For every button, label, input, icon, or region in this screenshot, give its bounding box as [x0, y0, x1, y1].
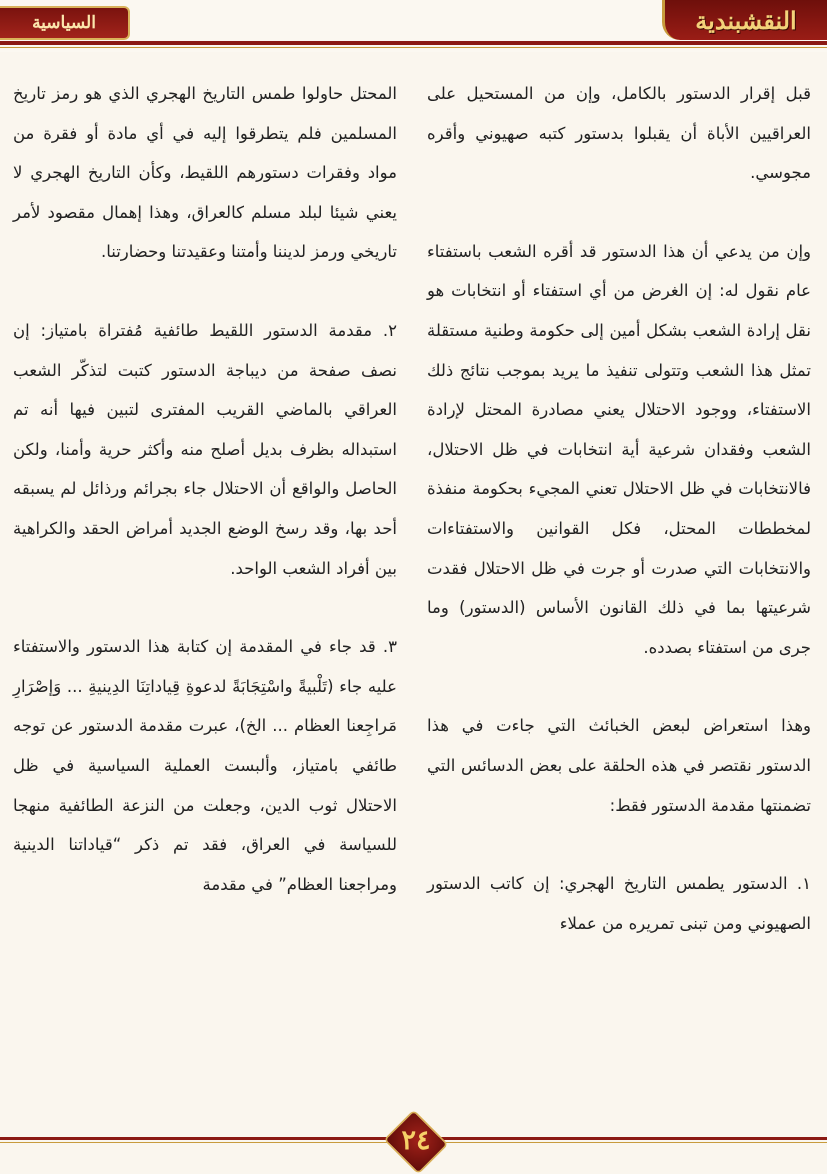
section-title: النقشبندية — [695, 5, 797, 35]
left-text-column — [13, 74, 397, 904]
page-number: ٢٤ — [401, 1124, 431, 1156]
paragraph: وهذا استعراض لبعض الخبائث التي جاءت في هذا الدستور نقتصر في هذه الحلقة على بعض الدسائس التي تضمنتها مقدمة الدستور فقط: — [427, 716, 811, 815]
header-gold-rule — [0, 47, 827, 48]
paragraph: ٢. مقدمة الدستور اللقيط طائفية مُفتراة بامتياز: إن نصف صفحة من ديباجة الدستور كتبت لتذكّر الشعب العراقي بالماضي القريب المفترى لتبين فيها أنه تم استبداله بظرف بديل أصلح منه وأكثر حرية وأمنا، ولكن الحاصل والواقع أن الاحتلال جاء بجرائم ورذائل لم يسبقه أحد بها، وقد رسخ الوضع الجديد أمراض الحقد والكراهية بين أفراد الشعب الواحد. — [13, 320, 397, 578]
paragraph: قبل إقرار الدستور بالكامل، وإن من المستحيل على العراقيين الأباة أن يقبلوا بدستور كتبه صهيوني وأقره مجوسي. — [427, 84, 811, 183]
header-rule — [0, 41, 827, 45]
paragraph: وإن من يدعي أن هذا الدستور قد أقره الشعب باستفتاء عام نقول له: إن الغرض من أي استفتاء أو انتخابات هو نقل إرادة الشعب بشكل أمين إلى حكومة وطنية مستقلة تمثل هذا الشعب وتتولى تنفيذ ما يريد بموجب نتائج ذلك الاستفتاء، ووجود الاحتلال يعني مصادرة المحتل لإرادة الشعب وفقدان شرعية أية انتخابات في ظل الاحتلال، فالانتخابات في ظل الاحتلال تعني المجيء بحكومة منفذة لمخططات المحتل، فكل القوانين والاستفتاءات والانتخابات التي صدرت أو جرت في ظل الاحتلال فقدت شرعيتها بما في ذلك القانون الأساس (الدستور) وما جرى من استفتاء بصدده. — [427, 241, 811, 657]
paragraph: المحتل حاولوا طمس التاريخ الهجري الذي هو رمز تاريخ المسلمين فلم يتطرقوا إليه في أي مادة أو فقرة من مواد وفقرات دستورهم اللقيط، وكأن التاريخ الهجري لا يعني شيئا لبلد مسلم كالعراق، وهذا إهمال مقصود لأمر تاريخي ورمز لديننا وأمتنا وعقيدتنا وحضارتنا. — [13, 84, 397, 262]
section-title-tab — [662, 0, 827, 40]
paragraph: ١. الدستور يطمس التاريخ الهجري: إن كاتب الدستور الصهيوني ومن تبنى تمريره من عملاء — [427, 874, 811, 933]
right-text-column — [427, 74, 811, 943]
category-title: السياسية — [32, 13, 96, 33]
paragraph: ٣. قد جاء في المقدمة إن كتابة هذا الدستور والاستفتاء عليه جاء (تَلْبيةً واسْتِجَابَةً لدعوةِ قِياداتِنَا الدِينيةِ ... وَإصْرَارِ مَراجِعنا العظام ... الخ)، عبرت مقدمة الدستور عن توجه طائفي بامتياز، وألبست العملية السياسية في ظل الاحتلال ثوب الدين، وجعلت من النزعة الطائفية منهجا للسياسة في العراق، فقد تم ذكر “قياداتنا الدينية ومراجعنا العظام” في مقدمة — [13, 637, 397, 894]
category-tab — [0, 6, 130, 40]
